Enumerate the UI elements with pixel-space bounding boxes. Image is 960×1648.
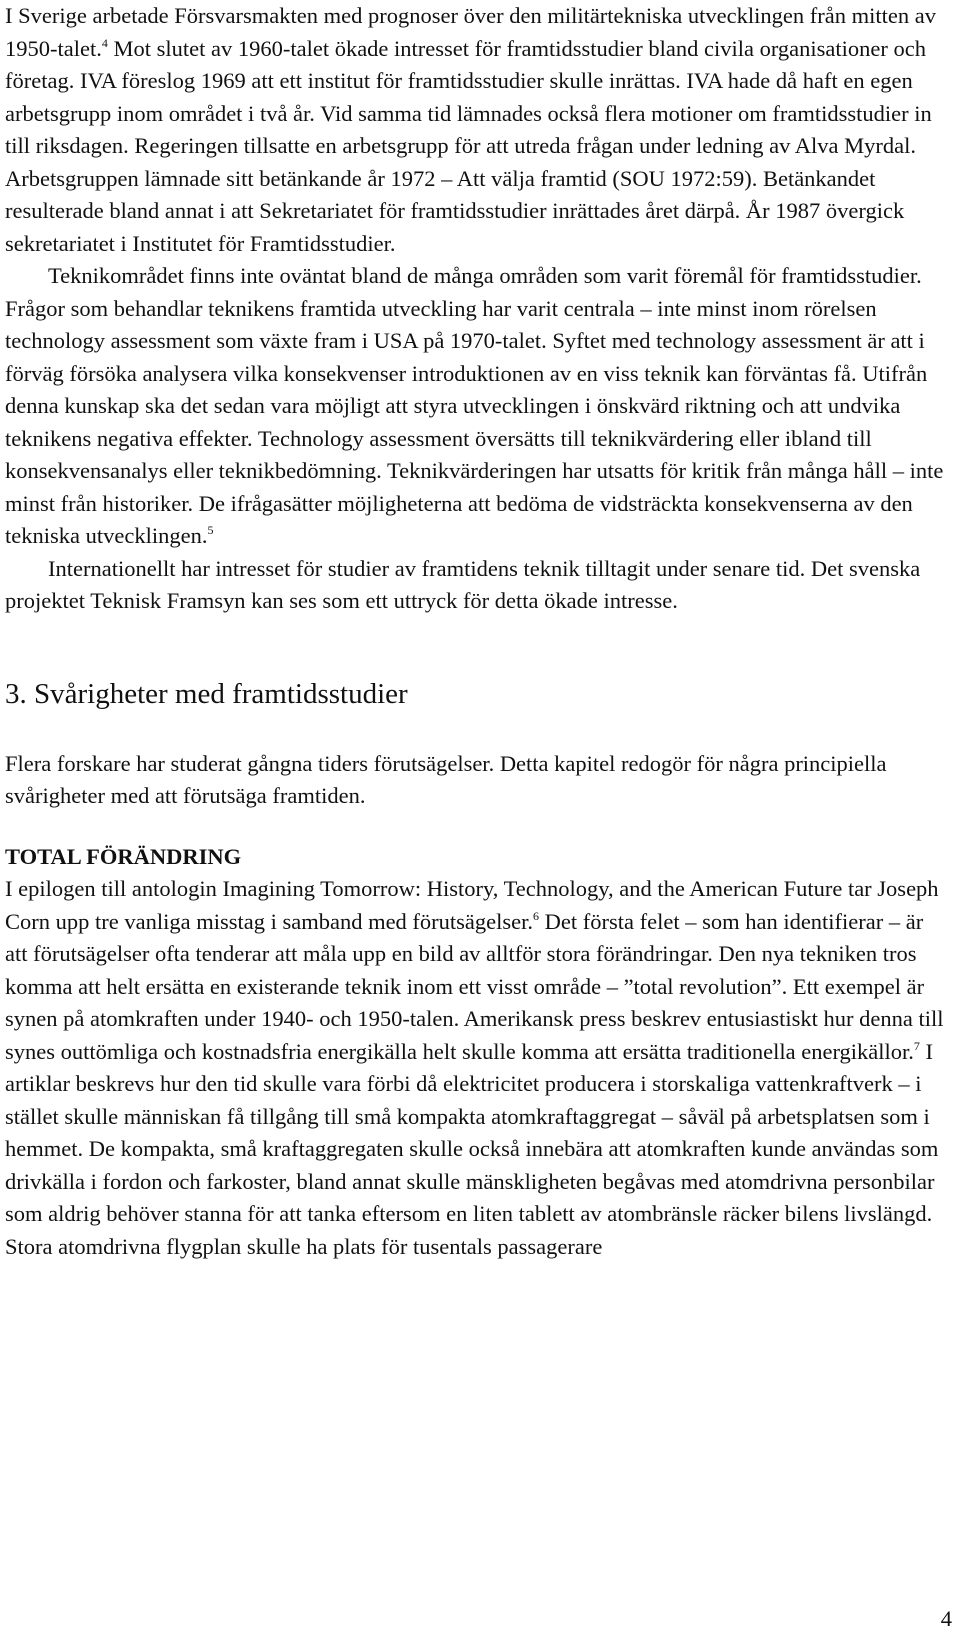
- paragraph-text: I Sverige arbetade Försvarsmakten med prognoser över den militärtekniska utvecklingen från mitten av 1950-talet.: [5, 3, 936, 61]
- footnote-marker[interactable]: 5: [207, 523, 214, 537]
- section-intro: Flera forskare har studerat gångna tiders förutsägelser. Detta kapitel redogör för några principiella svårigheter med att förutsäga framtiden.: [5, 750, 887, 808]
- subsection-heading: TOTAL FÖRÄNDRING: [5, 843, 242, 869]
- paragraph-total-change: [5, 873, 950, 1263]
- paragraph-technology-assessment: [5, 260, 950, 553]
- page-number: 4: [940, 1606, 952, 1631]
- paragraph-text: Mot slutet av 1960-talet ökade intresset för framtidsstudier bland civila organisationer och företag. IVA föreslog 1969 att ett institut för framtidsstudier skulle inrättas. IVA hade då haft en egen arbetsgrupp inom området i två år. Vid samma tid lämnades också flera motioner om framtidsstudier in till riksdagen. Regeringen tillsatte en arbetsgrupp för att utreda frågan under ledning av Alva Myrdal. Arbetsgruppen lämnade sitt betänkande år 1972 – Att välja framtid (SOU 1972:59). Betänkandet resulterade bland annat i att Sekretariatet för framtidsstudier inrättades året därpå. År 1987 övergick sekretariatet i Institutet för Framtidsstudier.: [5, 35, 932, 256]
- footnote-marker[interactable]: 4: [101, 35, 108, 50]
- paragraph-text: Teknikområdet finns inte oväntat bland de många områden som varit föremål för framtidsstudier. Frågor som behandlar teknikens framtida utveckling har varit centrala – inte minst inom rörelsen technology assessment som växte fram i USA på 1970-talet. Syftet med technology assessment är att i förväg försöka analysera vilka konsekvenser introduktionen av en viss teknik kan förväntas få. Utifrån denna kunskap ska det sedan vara möjligt att styra utvecklingen i önskvärd riktning och att undvika teknikens negativa effekter. Technology assessment översätts till teknikvärdering eller ibland till konsekvensanalys eller teknikbedömning. Teknikvärderingen har utsatts för kritik från många håll – inte minst från historiker. De ifrågasätter möjligheterna att bedöma de vidsträckta konsekvenserna av den tekniska utvecklingen.: [5, 263, 944, 548]
- footnote-marker[interactable]: 7: [913, 1038, 920, 1053]
- paragraph-text: I epilogen till antologin Imagining Tomorrow: History, Technology, and the American Future tar Joseph Corn upp tre vanliga misstag i samband med förutsägelser.: [5, 876, 939, 934]
- paragraph-history: [5, 0, 950, 260]
- document-page: [5, 0, 950, 1263]
- paragraph-text: I artiklar beskrevs hur den tid skulle vara förbi då elektricitet producera i storskaliga vattenkraftverk – i stället skulle människan få tillgång till små kompakta atomkraftaggregat – såväl på arbetsplatsen som i hemmet. De kompakta, små kraftaggregaten skulle också innebära att atomkraften kunde användas som drivkälla i fordon och farkoster, bland annat skulle mänskligheten begåvas med atomdrivna personbilar som aldrig behöver stanna för att tanka eftersom en liten tablett av atombränsle räcker bilens livslängd. Stora atomdrivna flygplan skulle ha plats för tusentals passagerare: [5, 1038, 939, 1259]
- section-heading: 3. Svårigheter med framtidsstudier: [5, 677, 408, 710]
- paragraph-text: Det första felet – som han identifierar – är att förutsägelser ofta tenderar att måla upp en bild av alltför stora förändringar. Den nya tekniken tros komma att helt ersätta en existerande teknik inom ett visst område – ”total revolution”. Ett exempel är synen på atomkraften under 1940- och 1950-talen. Amerikansk press beskrev entusiastiskt hur denna till synes outtömliga och kostnadsfria energikälla helt skulle komma att ersätta traditionella energikällor.: [5, 908, 944, 1064]
- paragraph-text: Internationellt har intresset för studier av framtidens teknik tilltagit under senare tid. Det svenska projektet Teknisk Framsyn kan ses som ett uttryck för detta ökade intresse.: [5, 555, 921, 613]
- paragraph-international: [5, 553, 950, 618]
- footnote-marker[interactable]: 6: [533, 908, 540, 923]
